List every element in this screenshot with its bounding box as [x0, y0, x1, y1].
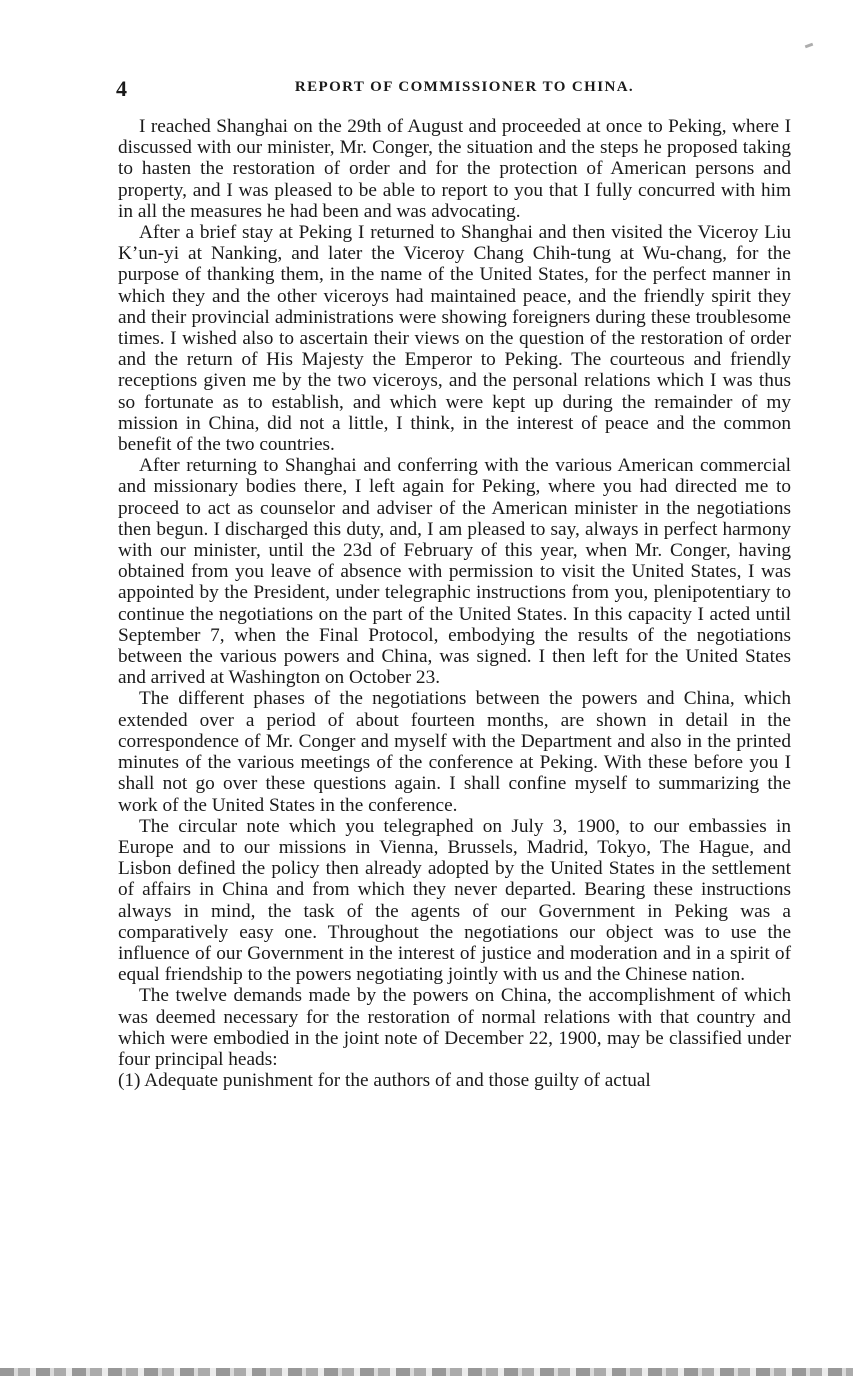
page-header [112, 76, 797, 102]
paragraph: The different phases of the negotiations between the powers and China, which extended over a period of about fourteen months, are shown in detail in the correspondence of Mr. Conger and myself with the Department and also in the printed minutes of the various meetings of the conference at Peking. With these before you I shall not go over these questions again. I shall confine myself to summarizing the work of the United States in the conference. [118, 688, 791, 816]
paragraph: After returning to Shanghai and conferring with the various American commercial and missionary bodies there, I left again for Peking, where you had directed me to proceed to act as counselor and adviser of the American minister in the negotiations then begun. I discharged this duty, and, I am pleased to say, always in perfect harmony with our minister, until the 23d of February of this year, when Mr. Conger, having obtained from you leave of absence with permission to visit the United States, I was appointed by the President, under telegraphic instructions from you, plenipotentiary to continue the negotiations on the part of the United States. In this capacity I acted until September 7, when the Final Protocol, embodying the results of the negotiations between the various powers and China, was signed. I then left for the United States and arrived at Washington on October 23. [118, 455, 791, 689]
paragraph: I reached Shanghai on the 29th of August and proceeded at once to Peking, where I discussed with our minister, Mr. Conger, the situation and the steps he proposed taking to hasten the restoration of order and for the protection of American persons and property, and I was pleased to be able to report to you that I fully concurred with him in all the measures he had been and was advocating. [118, 116, 791, 222]
page-number: 4 [116, 76, 127, 101]
running-head: REPORT OF COMMISSIONER TO CHINA. [294, 79, 635, 95]
scan-speck [805, 43, 814, 49]
paragraph: The twelve demands made by the powers on China, the accomplishment of which was deemed necessary for the restoration of normal relations with that country and which were embodied in the joint note of December 22, 1900, may be classified under four principal heads: [118, 985, 791, 1070]
paragraph: After a brief stay at Peking I returned to Shanghai and then visited the Viceroy Liu K’un-yi at Nanking, and later the Viceroy Chang Chih-tung at Wu-chang, for the purpose of thanking them, in the name of the United States, for the perfect manner in which they and the other viceroys had maintained peace, and the friendly spirit they and their provincial administrations were showing foreigners during these troublesome times. I wished also to ascertain their views on the question of the restoration of order and the return of His Majesty the Emperor to Peking. The courteous and friendly receptions given me by the two viceroys, and the personal relations which I was thus so fortunate as to establish, and which were kept up during the remainder of my mission in China, did not a little, I think, in the interest of peace and the common benefit of the two countries. [118, 222, 791, 456]
page-bottom-edge [0, 1368, 853, 1376]
paragraph: The circular note which you telegraphed on July 3, 1900, to our embassies in Europe and to our missions in Vienna, Brussels, Madrid, Tokyo, The Hague, and Lisbon defined the policy then already adopted by the United States in the settlement of affairs in China and from which they never departed. Bearing these instructions always in mind, the task of the agents of our Government in Peking was a comparatively easy one. Throughout the negotiations our object was to use the influence of our Government in the interest of justice and moderation and in a spirit of equal friendship to the powers negotiating jointly with us and the Chinese nation. [118, 815, 791, 986]
paragraph-final-line: (1) Adequate punishment for the authors of and those guilty of actual [118, 1070, 651, 1092]
body-text [118, 116, 791, 1091]
